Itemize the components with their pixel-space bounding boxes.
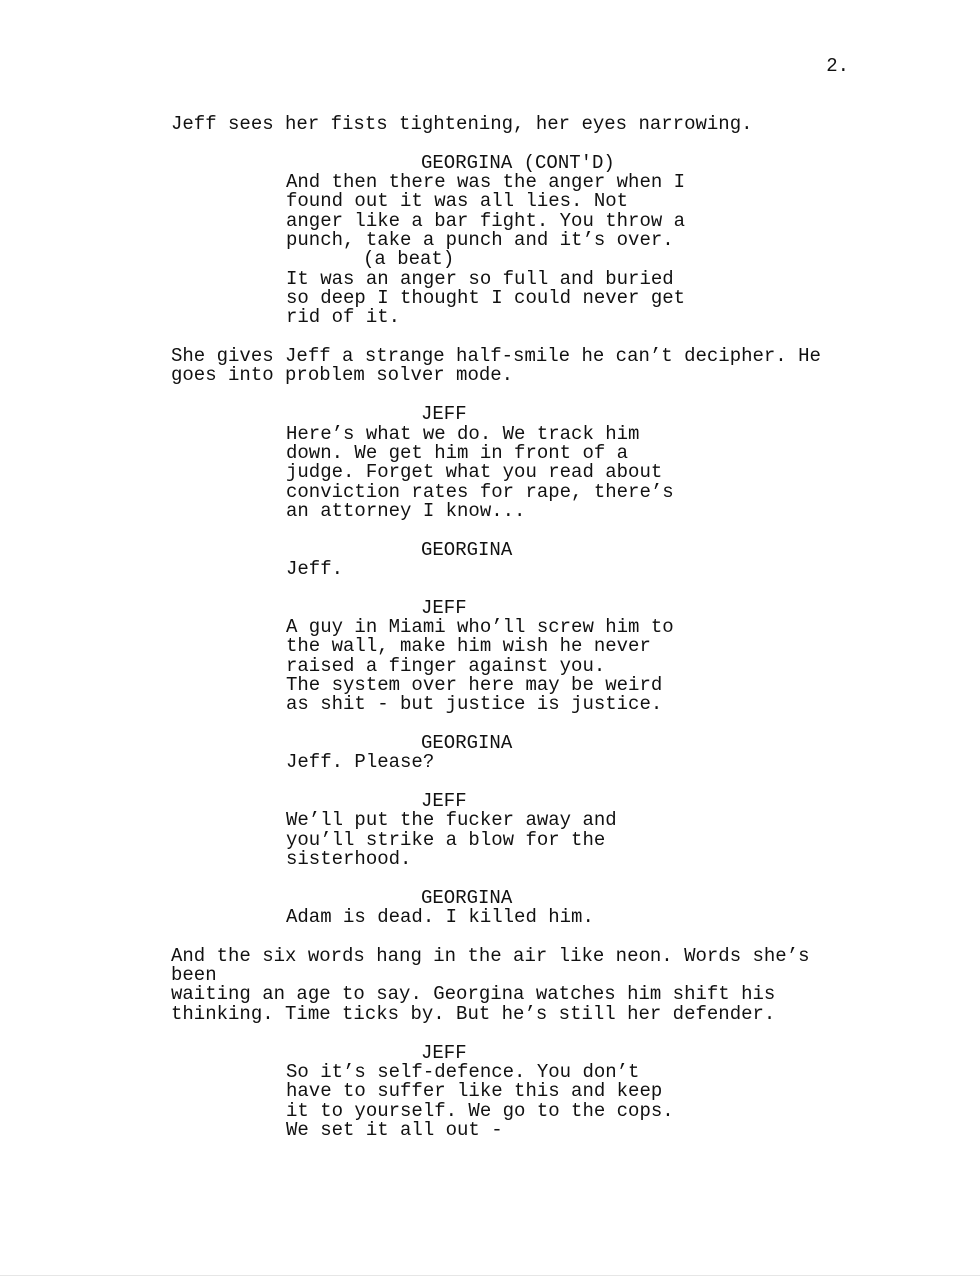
dialogue-block	[171, 596, 871, 716]
parenthetical: (a beat)	[363, 248, 455, 271]
action-line: And the six words hang in the air like neon. Words she’s been waiting an age to say. Georgina watches him shift his thinking. Time ticks by. But he’s still her defender.	[171, 944, 810, 1025]
character-name: GEORGINA	[421, 732, 513, 754]
dialogue-block	[171, 1041, 871, 1141]
character-name: GEORGINA	[421, 538, 513, 561]
dialogue-text: Jeff. Please?	[286, 751, 435, 774]
character-name: JEFF	[421, 790, 467, 813]
dialogue-text: A guy in Miami who’ll screw him to the wall, make him wish he never raised a finger against you. The system over here may be weird as shit - but justice is justice.	[286, 615, 674, 716]
dialogue-block	[171, 538, 871, 580]
dialogue-block	[171, 792, 871, 869]
character-name: JEFF	[421, 596, 467, 619]
dialogue-block	[171, 734, 871, 773]
dialogue-text: Here’s what we do. We track him down. We get him in front of a judge. Forget what you read about conviction rates for rape, there’s an attorney I know...	[286, 422, 674, 522]
dialogue-block	[171, 151, 871, 329]
action-line: She gives Jeff a strange half-smile he can’t decipher. He goes into problem solver mode.	[171, 345, 821, 387]
dialogue-text: It was an anger so full and buried so deep I thought I could never get rid of it.	[286, 267, 686, 329]
page-number: 2.	[826, 55, 849, 77]
character-name: GEORGINA (CONT'D)	[421, 151, 615, 174]
dialogue-text: And then there was the anger when I found out it was all lies. Not anger like a bar fight. You throw a punch, take a punch and it’s over.	[286, 171, 686, 252]
character-name: JEFF	[421, 1041, 467, 1064]
dialogue-block	[171, 886, 871, 929]
dialogue-text: We’ll put the fucker away and you’ll strike a blow for the sisterhood.	[286, 809, 617, 871]
dialogue-text: Adam is dead. I killed him.	[286, 906, 594, 929]
dialogue-text: Jeff.	[286, 557, 344, 580]
dialogue-text: So it’s self-defence. You don’t have to suffer like this and keep it to yourself. We go to the cops. We set it all out -	[286, 1060, 674, 1141]
character-name: GEORGINA	[421, 886, 513, 909]
screenplay-body	[171, 115, 871, 1140]
action-line: Jeff sees her fists tightening, her eyes narrowing.	[171, 113, 753, 135]
dialogue-block	[171, 405, 871, 521]
character-name: JEFF	[421, 403, 467, 426]
